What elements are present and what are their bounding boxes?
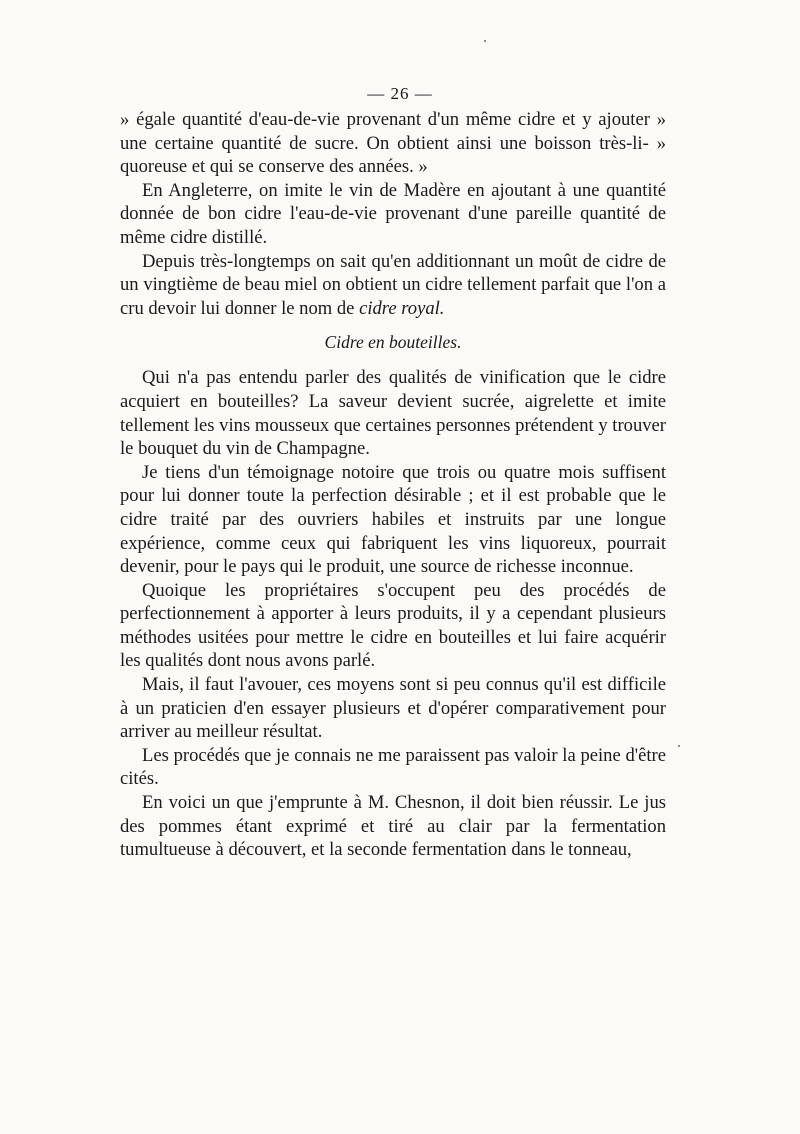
section-heading: Cidre en bouteilles. [324,332,462,353]
paragraph-text: Depuis très-longtemps on sait qu'en additionnant un moût de cidre de un vingtième de beau miel on obtient un cidre tellement parfait que l'on a cru devoir lui donner le nom de [120,250,666,319]
paragraph-procedes: Les procédés que je connais ne me paraissent pas valoir la peine d'être cités. [120,744,666,790]
paragraph-temoignage: Je tiens d'un témoignage notoire que trois ou quatre mois suffisent pour lui donner toute la perfection désirable ; et il est probable que le cidre traité par des ouvriers habiles et instruits par une longue expérience, comme ceux qui fabriquent les vins liquoreux, pourrait devenir, pour le pays qui le produit, une source de richesse inconnue. [120,461,666,578]
paragraph-cidre-royal [120,250,666,321]
paragraph-angleterre: En Angleterre, on imite le vin de Madère en ajoutant à une quantité donnée de bon cidre l'eau-de-vie provenant d'une pareille quantité de même cidre distillé. [120,179,666,248]
paragraph-proprietaires: Quoique les propriétaires s'occupent peu des procédés de perfectionnement à apporter à leurs produits, il y a cependant plusieurs méthodes usitées pour mettre le cidre en bouteilles et lui faire acquérir les qualités dont nous avons parlé. [120,579,666,672]
page-number: — 26 — [367,84,433,103]
paragraph-qualites: Qui n'a pas entendu parler des qualités de vinification que le cidre acquiert en bouteilles? La saveur devient sucrée, aigrelette et imite tellement les vins mousseux que certaines personnes prétendent y trouver le bouquet du vin de Champagne. [120,367,666,460]
paragraph-avouer: Mais, il faut l'avouer, ces moyens sont si peu connus qu'il est difficile à un praticien d'en essayer plusieurs et d'opérer comparativement pour arriver au meilleur résultat. [120,674,666,743]
emphasis-cidre-royal: cidre royal. [359,297,445,319]
paper-speck [484,40,486,42]
paper-speck [678,745,680,747]
body-text [120,108,666,862]
paragraph-chesnon: En voici un que j'emprunte à M. Chesnon, il doit bien réussir. Le jus des pommes étant exprimé et tiré au clair par la fermentation tumultueuse à découvert, et la seconde fermentation dans le tonneau, [120,792,666,861]
paragraph-quote-continuation: » égale quantité d'eau-de-vie provenant d'un même cidre et y ajouter » une certaine quantité de sucre. On obtient ainsi une boisson très-li- » quoreuse et qui se conserve des années. » [120,109,666,178]
